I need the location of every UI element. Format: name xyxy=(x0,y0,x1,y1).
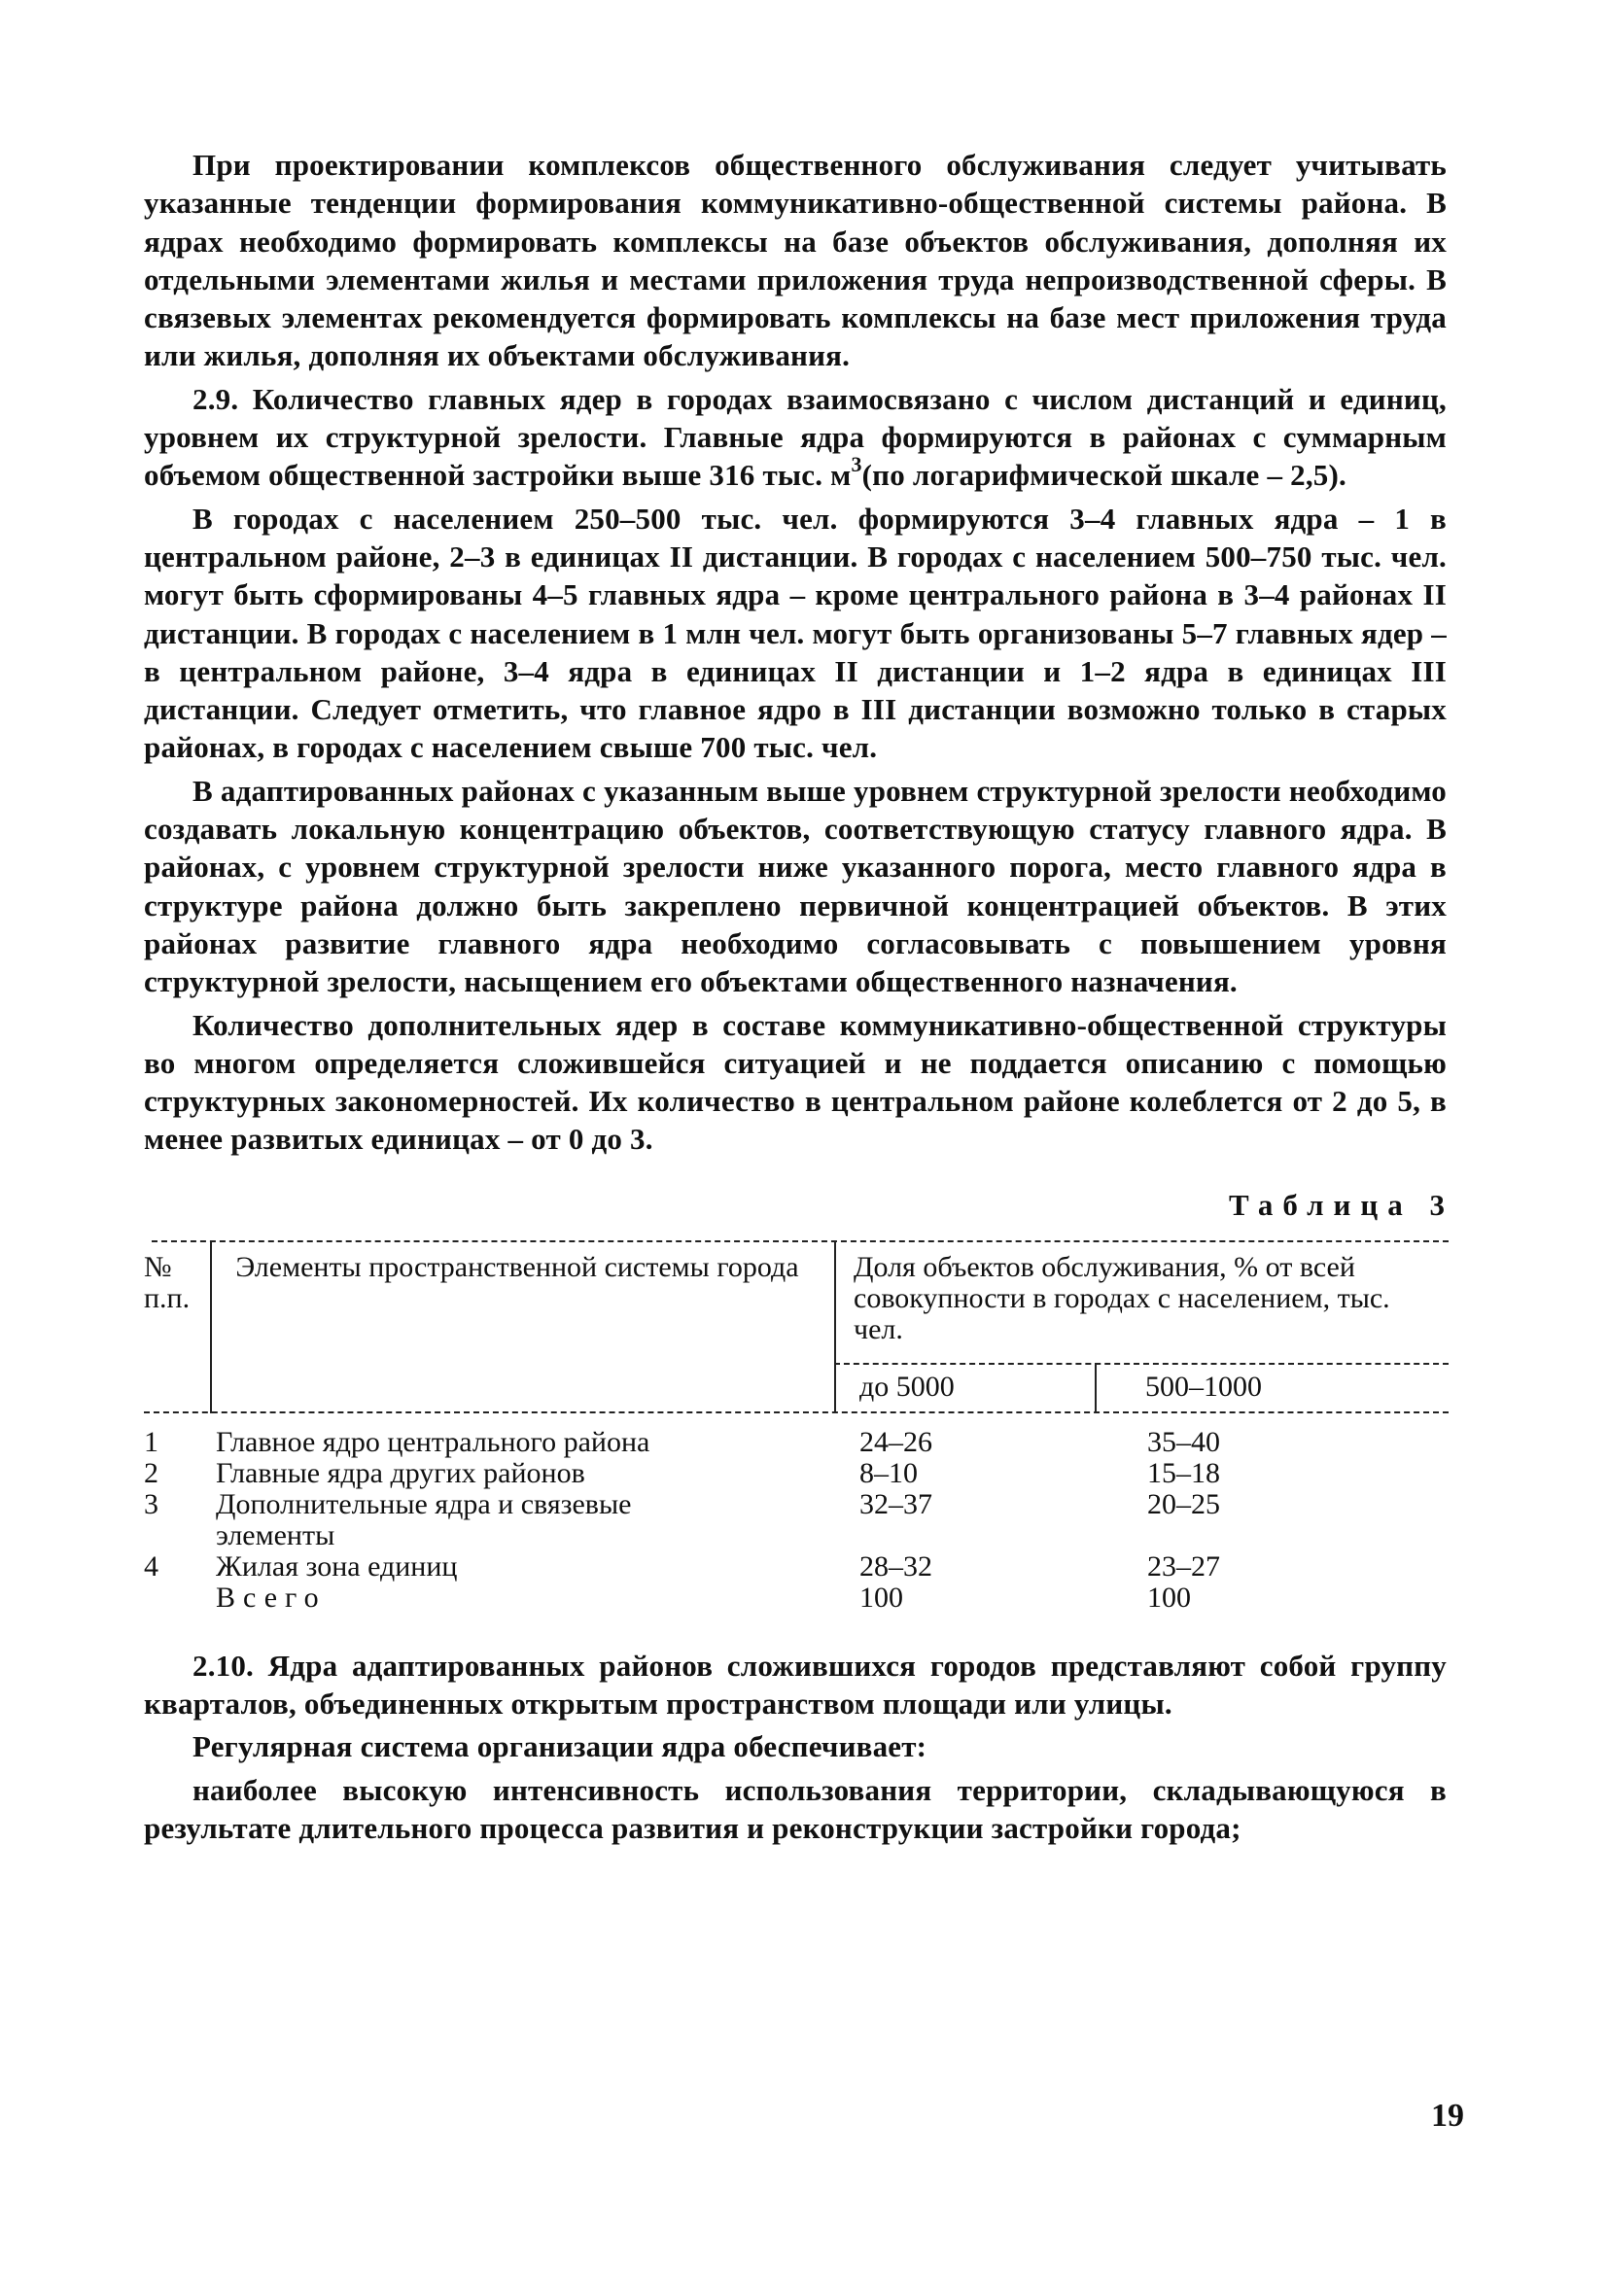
row-3-value-1: 32–37 xyxy=(859,1487,932,1520)
cubic-superscript: 3 xyxy=(851,452,862,477)
row-2-value-1: 8–10 xyxy=(859,1456,918,1489)
row-2-num: 2 xyxy=(144,1456,158,1489)
row-4-name: Жилая зона единиц xyxy=(216,1549,458,1583)
row-total-value-1: 100 xyxy=(859,1581,903,1614)
table-top-rule xyxy=(152,1240,1449,1242)
table-col-divider-1 xyxy=(210,1240,212,1413)
row-3-name: Дополнительные ядра и связевые xyxy=(216,1487,632,1520)
header-elements: Элементы пространственной системы города xyxy=(235,1250,799,1283)
row-total-value-2: 100 xyxy=(1147,1581,1191,1614)
row-3-value-2: 20–25 xyxy=(1147,1487,1220,1520)
row-1-num: 1 xyxy=(144,1425,158,1458)
paragraph-cities-population: В городах с населением 250–500 тыс. чел. формируются 3–4 главных ядра – 1 в центральном районе, 2–3 в единицах II дистанции. В городах с населением 500–750 тыс. чел. могут быть сформированы 4–5 главных ядра – кроме центрального района в 3–4 районах II дистанции. В городах с населением в 1 млн чел. могут быть организованы 5–7 главных ядер – в центральном районе, 3–4 ядра в единицах II дистанции и 1–2 ядра в единицах III дистанции. Следует отметить, что главное ядро в III дистанции возможно только в старых районах, в городах с населением свыше 700 тыс. чел. xyxy=(144,501,1447,765)
row-1-value-1: 24–26 xyxy=(859,1425,932,1458)
table-caption: Таблица 3 xyxy=(1229,1187,1454,1222)
header-num: № п.п. xyxy=(144,1250,191,1314)
row-3-name-continued: элементы xyxy=(216,1518,335,1551)
row-3-num: 3 xyxy=(144,1487,158,1520)
paragraph-intensity: наиболее высокую интенсивность использования территории, складывающуюся в результате длительного процесса развития и реконструкции застройки города; xyxy=(144,1772,1447,1845)
page-body xyxy=(144,146,1454,1847)
subheader-up-to-5000: до 5000 xyxy=(859,1370,955,1403)
paragraph-regular-system: Регулярная система организации ядра обеспечивает: xyxy=(192,1729,927,1764)
row-total-name: Всего xyxy=(216,1581,327,1614)
row-4-value-2: 23–27 xyxy=(1147,1549,1220,1583)
row-1-name: Главное ядро центрального района xyxy=(216,1425,650,1458)
paragraph-2-9-text: 2.9. Количество главных ядер в городах взаимосвязано с числом дистанций и единиц, уровнем их структурной зрелости. Главные ядра формируются в районах с суммарным объемом общественной застройки выше 316 тыс. м xyxy=(144,381,1447,493)
paragraph-2-9 xyxy=(144,380,1447,495)
paragraph-2-10: 2.10. Ядра адаптированных районов сложившихся городов представляют собой группу кварталов, объединенных открытым пространством площади или улицы. xyxy=(144,1648,1447,1722)
row-1-value-2: 35–40 xyxy=(1147,1425,1220,1458)
row-2-value-2: 15–18 xyxy=(1147,1456,1220,1489)
paragraph-2-9-tail: (по логарифмической шкале – 2,5). xyxy=(861,458,1346,493)
row-4-value-1: 28–32 xyxy=(859,1549,932,1583)
table-subheader-rule xyxy=(834,1363,1449,1365)
row-4-num: 4 xyxy=(144,1549,158,1583)
paragraph-intro: При проектировании комплексов общественного обслуживания следует учитывать указанные тенденции формирования коммуникативно-общественной системы района. В ядрах необходимо формировать комплексы на базе объектов обслуживания, дополняя их отдельными элементами жилья и местами приложения труда непроизводственной сферы. В связевых элементах рекомендуется формировать комплексы на базе мест приложения труда или жилья, дополняя их объектами обслуживания. xyxy=(144,148,1447,373)
row-2-name: Главные ядра других районов xyxy=(216,1456,585,1489)
header-share: Доля объектов обслуживания, % от всей совокупности в городах с населением, тыс. чел. xyxy=(854,1250,1390,1345)
table-col-divider-3 xyxy=(1095,1363,1097,1413)
subheader-500-1000: 500–1000 xyxy=(1145,1370,1262,1403)
table-col-divider-2 xyxy=(834,1240,836,1413)
table-header-bottom-rule xyxy=(144,1411,1449,1413)
paragraph-additional-cores: Количество дополнительных ядер в составе коммуникативно-общественной структуры во многом определяется сложившейся ситуацией и не поддается описанию с помощью структурных закономерностей. Их количество в центральном районе колеблется от 2 до 5, в менее развитых единицах – от 0 до 3. xyxy=(144,1007,1447,1157)
table-3 xyxy=(144,1240,1447,1629)
paragraph-adapted-districts: В адаптированных районах с указанным выше уровнем структурной зрелости необходимо создавать локальную концентрацию объектов, соответствующую статусу главного ядра. В районах, с уровнем структурной зрелости ниже указанного порога, место главного ядра в структуре района должно быть закреплено первичной концентрацией объектов. В этих районах развитие главного ядра необходимо согласовывать с повышением уровня структурной зрелости, насыщением его объектами общественного назначения. xyxy=(144,773,1447,999)
page-number: 19 xyxy=(1431,2098,1464,2134)
